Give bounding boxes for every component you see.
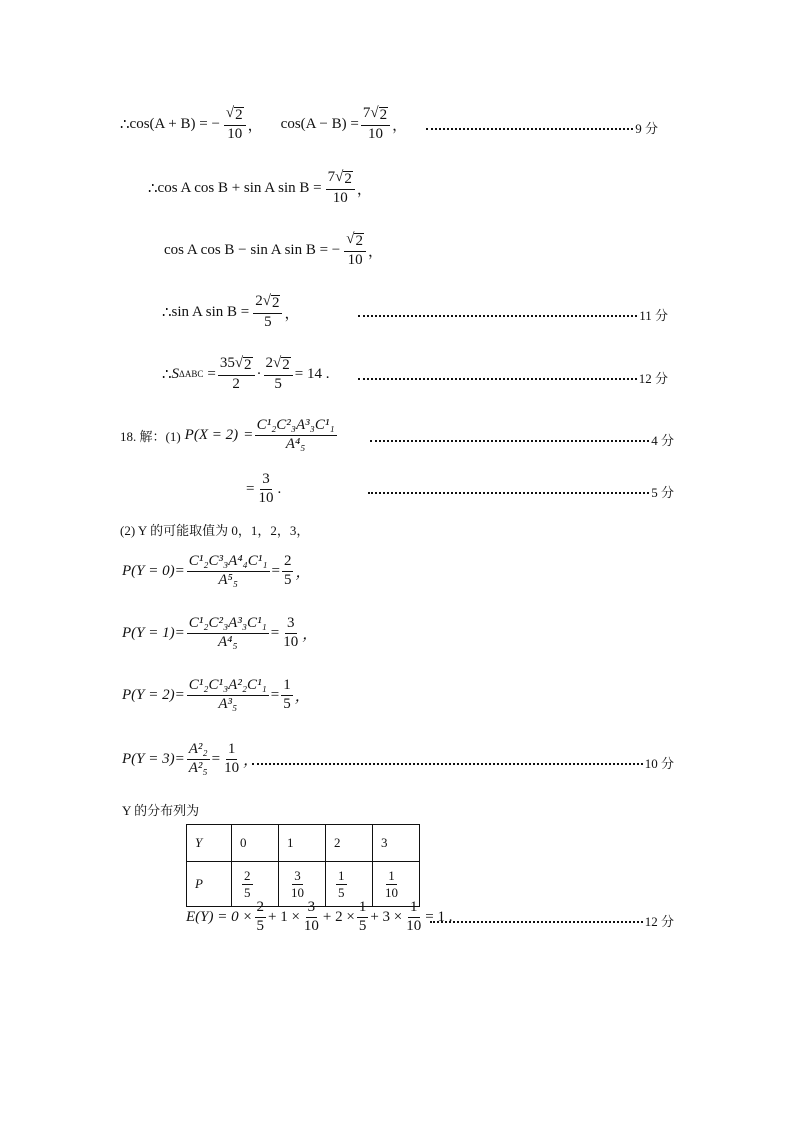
line-py3: P(Y = 3)= $\frac{\text{A²₂}}{\text{A²₅}}$ = $\frac{1}{10}$ ， (122, 741, 259, 776)
fraction-term-2: $\frac{3}{10}$ (303, 899, 319, 934)
table-header-cell: 1 (279, 825, 326, 862)
fraction-3-over-10: $\frac{3}{10}$ (283, 615, 299, 650)
fraction-combinatorics: $\frac{\text{C¹₂C²₃A³₃C¹₁}}{\text{A⁴₅}}$ (256, 417, 335, 452)
table-header-cell: 0 (232, 825, 279, 862)
fraction-7sqrt2-over-10: 7 √ 2 10 (326, 170, 355, 207)
fraction-2sqrt2-over-5: 2 √ 2 5 (264, 356, 293, 393)
cos-a-plus-b: cos(A + B) = − (129, 115, 220, 132)
table-cell: $\frac{3}{10}$ (279, 862, 326, 907)
fraction-py2: $\frac{\text{C¹₂C¹₃A²₂C¹₁}}{\text{A³₅}}$ (188, 677, 267, 712)
score-leader-11: 11 分 (358, 307, 668, 322)
score-leader-12b: 12 分 (430, 913, 674, 928)
line-cos-cos-minus-sin-sin: cos A cos B − sin A sin B = − √ 2 10 ， (164, 231, 383, 268)
line-cos-cos-plus-sin-sin: ∴ cos A cos B + sin A sin B = 7 √ 2 10 ， (148, 169, 372, 206)
part-2-intro: (2) Y 的可能取值为 0，1，2，3， (120, 523, 310, 538)
line-expectation: E(Y) = 0 × $\frac{2}{5}$ + 1 × $\frac{3}{10}$ + 2 × $\frac{1}{5}$ + 3 × $\frac{1}{10}$ = 1 . (186, 899, 453, 934)
fraction-1-over-10: $\frac{1}{10}$ (224, 741, 240, 776)
fraction-2-over-5: $\frac{2}{5}$ (283, 553, 292, 588)
fraction-2sqrt2-over-5: 2 √ 2 5 (253, 294, 282, 331)
therefore-symbol: ∴ (120, 116, 130, 133)
distribution-heading: Y 的分布列为 (122, 803, 200, 818)
score-leader-9: 9 分 (426, 120, 658, 135)
fraction-py0: $\frac{\text{C¹₂C³₃A⁴₄C¹₁}}{\text{A⁵₅}}$ (188, 553, 268, 588)
line-area-abc: ∴ S ΔABC = 35 √ 2 2 · 2 √ 2 5 = 14 . (162, 355, 330, 392)
problem-label: 18. 解：(1) (120, 428, 181, 444)
fraction-1-over-5: $\frac{1}{5}$ (283, 677, 291, 712)
fraction-term-1: $\frac{2}{5}$ (256, 899, 264, 934)
score-leader-10: 10 分 (252, 755, 674, 770)
line-result-3-10: = $\frac{3}{10}$ . (246, 471, 282, 506)
cos-a-minus-b: cos(A − B) = (280, 115, 359, 132)
fraction-7sqrt2-over-10: 7 √ 2 10 (361, 106, 390, 143)
score-leader-12a: 12 分 (358, 370, 668, 385)
line-sin-sin: ∴ sin A sin B = 2 √ 2 5 ， (162, 293, 300, 330)
fraction-sqrt2-over-10: √ 2 10 (224, 106, 246, 143)
line-py0: P(Y = 0)= $\frac{\text{C¹₂C³₃A⁴₄C¹₁}}{\text{A⁵₅}}$ = $\frac{2}{5}$ ， (122, 553, 311, 588)
fraction-py1: $\frac{\text{C¹₂C²₃A³₃C¹₁}}{\text{A⁴₅}}$ (188, 615, 267, 650)
line-py2: P(Y = 2)= $\frac{\text{C¹₂C¹₃A²₂C¹₁}}{\text{A³₅}}$ = $\frac{1}{5}$ ， (122, 677, 310, 712)
line-py1: P(Y = 1)= $\frac{\text{C¹₂C²₃A³₃C¹₁}}{\text{A⁴₅}}$ = $\frac{3}{10}$ ， (122, 615, 318, 650)
fraction-35sqrt2-over-2: 35 √ 2 2 (218, 356, 255, 393)
table-cell: $\frac{1}{5}$ (326, 862, 373, 907)
fraction-py3: $\frac{\text{A²₂}}{\text{A²₅}}$ (188, 741, 208, 776)
table-row (187, 825, 420, 862)
score-leader-5: 5 分 (368, 484, 674, 499)
problem-18-part-1: 18. 解：(1) P(X = 2) = $\frac{\text{C¹₂C²₃A³₃C¹₁}}{\text{A⁴₅}}$ (120, 417, 335, 452)
fraction-sqrt2-over-10: √ 2 10 (344, 232, 366, 269)
table-cell: $\frac{2}{5}$ (232, 862, 279, 907)
table-cell: $\frac{1}{10}$ (373, 862, 420, 907)
fraction-term-4: $\frac{1}{10}$ (406, 899, 422, 934)
table-row-label: P (187, 862, 232, 907)
score-leader-4: 4 分 (370, 432, 674, 447)
distribution-table (186, 824, 420, 907)
fraction-3-over-10: $\frac{3}{10}$ (258, 471, 274, 506)
table-header-cell: 2 (326, 825, 373, 862)
table-header-cell: 3 (373, 825, 420, 862)
fraction-term-3: $\frac{1}{5}$ (358, 899, 367, 934)
table-header-cell: Y (187, 825, 232, 862)
line-cos-sum-diff: ∴ cos(A + B) = − √ 2 10 ， cos(A − B) = 7 √ 2 10 ， (120, 105, 408, 142)
